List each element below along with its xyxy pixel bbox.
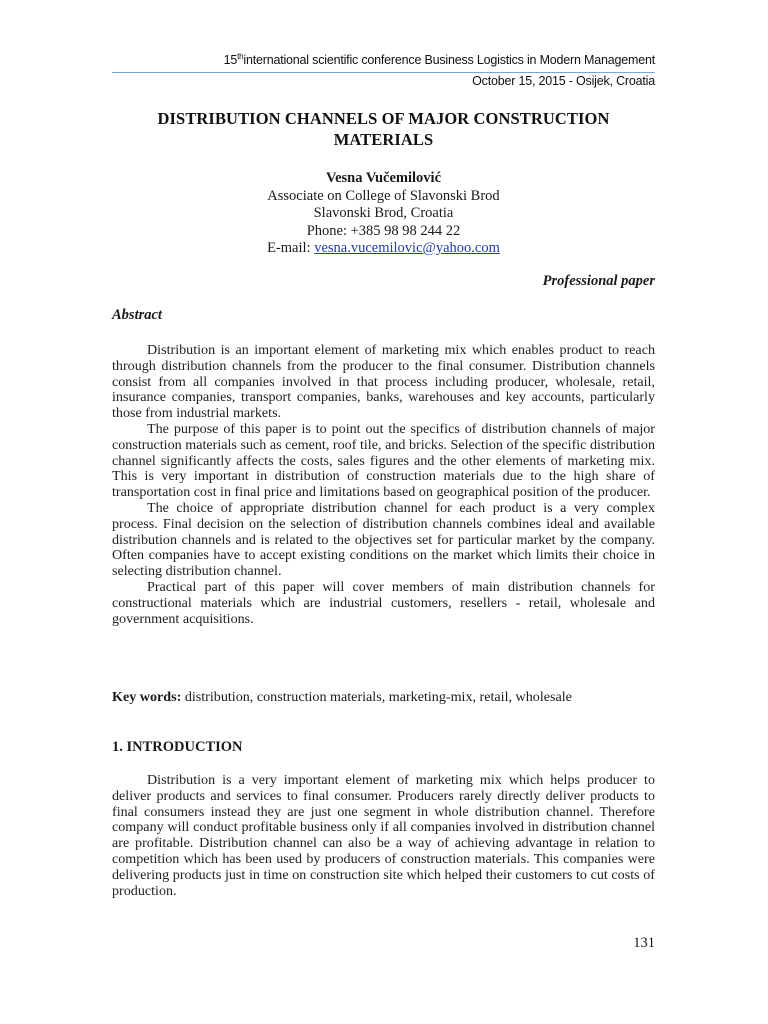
abstract-paragraph: Practical part of this paper will cover members of main distribution channels for constructional materials which are industrial customers, resellers - retail, wholesale and government acquisitions. (112, 578, 655, 627)
abstract-paragraph: The choice of appropriate distribution channel for each product is a very complex process. Final decision on the selection of distribution channels combines ideal and available distribution channels and is related to the objectives set for particular market by the company. Often companies have to accept existing conditions on the market which limits their choice in selecting distribution channel. (112, 499, 655, 580)
conference-header (224, 52, 655, 67)
keywords-text: distribution, construction materials, marketing-mix, retail, wholesale (181, 689, 572, 705)
author-name: Vesna Vučemilović (325, 170, 442, 186)
abstract-heading: Abstract (112, 307, 162, 323)
page-number: 131 (633, 935, 655, 951)
paper-type: Professional paper (542, 273, 655, 289)
introduction-body (112, 773, 655, 899)
abstract-paragraph: Distribution is an important element of marketing mix which enables product to reach through distribution channels from the producer to the final consumer. Distribution channels consist from all companies involved in that process including producer, wholesale, retail, insurance companies, transport companies, banks, warehouses and key accounts, particularly those from industrial markets. (112, 342, 655, 422)
conference-number: 15 (223, 53, 238, 67)
author-location: Slavonski Brod, Croatia (313, 205, 454, 221)
keywords (112, 689, 655, 705)
conference-date-location: October 15, 2015 - Osijek, Croatia (472, 74, 655, 88)
abstract-body (112, 343, 655, 627)
keywords-label: Key words: (112, 689, 182, 705)
author-block (112, 170, 655, 258)
paper-title: DISTRIBUTION CHANNELS OF MAJOR CONSTRUCTION MATERIALS (157, 109, 610, 149)
email-link[interactable]: vesna.vucemilovic@yahoo.com (314, 240, 500, 256)
conference-ordinal: th (237, 52, 244, 61)
author-email-line (112, 240, 655, 258)
author-affiliation: Associate on College of Slavonski Brod (267, 187, 500, 204)
conference-name: international scientific conference Business Logistics in Modern Management (243, 53, 655, 67)
header-divider (112, 72, 655, 73)
author-phone: Phone: +385 98 98 244 22 (306, 222, 461, 239)
introduction-paragraph: Distribution is a very important element of marketing mix which helps producer to deliver products and services to final consumer. Producers rarely directly deliver products to final consumers instead they are just one segment in whole distribution channel. Therefore company will conduct profitable business only if all companies involved in distribution channel are profitable. Distribution channel can also be a way of achieving advantage in relation to competition which has been used by producers of construction materials. This companies were delivering products just in time on construction site which helped their customers to cut costs of production. (112, 772, 655, 899)
abstract-paragraph: The purpose of this paper is to point out the specifics of distribution channels of major construction materials such as cement, roof tile, and bricks. Selection of the specific distribution channel significantly affects the costs, sales figures and the other elements of marketing mix. This is very important in distribution of construction materials due to the high share of transportation cost in final price and limitations based on geographical position of the producer. (112, 420, 655, 501)
introduction-heading: 1. INTRODUCTION (112, 739, 243, 755)
email-label: E-mail: (267, 240, 315, 256)
